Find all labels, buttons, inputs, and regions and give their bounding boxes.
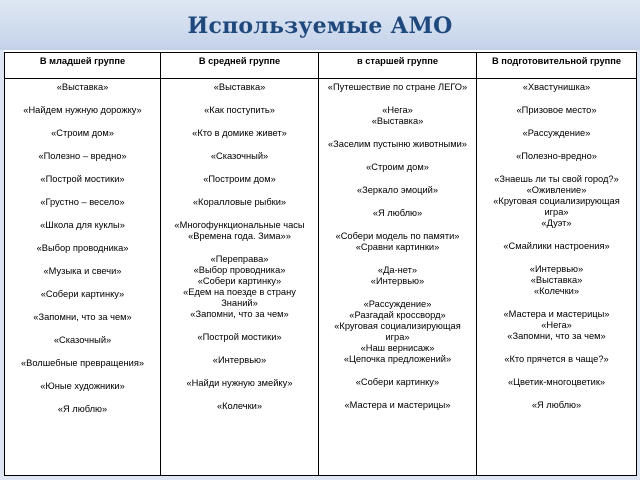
list-item: «Запомни, что за чем» bbox=[190, 309, 289, 319]
list-item: «Нега» bbox=[382, 105, 413, 115]
header-senior-group: в старшей группе bbox=[319, 53, 477, 79]
header-row bbox=[5, 53, 637, 79]
list-item: «Полезно – вредно» bbox=[38, 151, 127, 161]
header-middle-group: В средней группе bbox=[161, 53, 319, 79]
list-item: «Выставка» bbox=[56, 82, 109, 92]
list-item: «Круговая социализирующая игра» bbox=[493, 196, 620, 217]
list-item: «Найдем нужную дорожку» bbox=[23, 105, 142, 115]
list-item: «Строим дом» bbox=[51, 128, 114, 138]
list-item: «Строим дом» bbox=[366, 162, 429, 172]
header-junior-group: В младшей группе bbox=[5, 53, 161, 79]
list-item: «Знаешь ли ты свой город?» bbox=[494, 174, 619, 184]
list-item: «Разгадай кроссворд» bbox=[349, 310, 446, 320]
list-item: «Призовое место» bbox=[516, 105, 597, 115]
column-middle-group bbox=[161, 79, 319, 476]
list-item: «Выбор проводника» bbox=[36, 243, 129, 253]
list-item: «Интервью» bbox=[212, 355, 267, 365]
list-item: «Кто прячется в чаще?» bbox=[504, 354, 609, 364]
list-item: «Колечки» bbox=[533, 286, 580, 296]
list-item: «Музыка и свечи» bbox=[43, 266, 122, 276]
list-item: «Переправа» bbox=[210, 254, 269, 264]
column-junior-group bbox=[5, 79, 161, 476]
list-item: «Выставка» bbox=[213, 82, 266, 92]
list-item: «Коралловые рыбки» bbox=[192, 197, 287, 207]
list-item: «Колечки» bbox=[216, 401, 263, 411]
slide-title: Используемые АМО bbox=[187, 13, 453, 39]
list-item: «Выбор проводника» bbox=[193, 265, 286, 275]
list-item: «Цветик-многоцветик» bbox=[507, 377, 606, 387]
header-preparatory-group: В подготовительной группе bbox=[477, 53, 637, 79]
list-item: «Дуэт» bbox=[541, 218, 572, 228]
list-item: «Собери картинку» bbox=[355, 377, 440, 387]
list-item: «Сказочный» bbox=[53, 335, 112, 345]
list-item: «Построй мостики» bbox=[40, 174, 125, 184]
list-item: «Зеркало эмоций» bbox=[356, 185, 439, 195]
list-item: «Нега» bbox=[541, 320, 572, 330]
list-item: «Я люблю» bbox=[372, 208, 423, 218]
column-preparatory-group bbox=[477, 79, 637, 476]
list-item: «Кто в домике живет» bbox=[192, 128, 287, 138]
list-item: «Да-нет» bbox=[377, 265, 418, 275]
list-item: «Полезно-вредно» bbox=[516, 151, 597, 161]
content-row bbox=[5, 79, 637, 476]
list-item: «Запомни, что за чем» bbox=[33, 312, 132, 322]
list-item: «Как поступить» bbox=[204, 105, 275, 115]
list-item: «Заселим пустыню животными» bbox=[328, 139, 467, 149]
list-item: «Грустно – весело» bbox=[40, 197, 125, 207]
list-item: «Волшебные превращения» bbox=[20, 358, 145, 368]
list-item: «Запомни, что за чем» bbox=[507, 331, 606, 341]
column-senior-group bbox=[319, 79, 477, 476]
list-item: «Оживление» bbox=[526, 185, 587, 195]
list-item: «Путешествие по стране ЛЕГО» bbox=[327, 82, 468, 92]
list-item: «Школа для куклы» bbox=[40, 220, 125, 230]
list-item: «Цепочка предложений» bbox=[343, 354, 452, 364]
amo-table bbox=[4, 52, 637, 476]
list-item: «Многофункциональные часы «Времена года. Зима»» bbox=[174, 220, 305, 241]
list-item: «Построим дом» bbox=[203, 174, 276, 184]
list-item: «Рассуждение» bbox=[522, 128, 591, 138]
list-item: «Сказочный» bbox=[210, 151, 269, 161]
list-item: «Мастера и мастерицы» bbox=[344, 400, 451, 410]
list-item: «Юные художники» bbox=[40, 381, 125, 391]
list-item: «Собери картинку» bbox=[40, 289, 125, 299]
list-item: «Смайлики настроения» bbox=[503, 241, 610, 251]
list-item: «Рассуждение» bbox=[363, 299, 432, 309]
list-item: «Выставка» bbox=[371, 116, 424, 126]
list-item: «Собери модель по памяти» bbox=[335, 231, 460, 241]
list-item: «Интервью» bbox=[370, 276, 425, 286]
list-item: «Я люблю» bbox=[57, 404, 108, 414]
title-bar bbox=[0, 0, 640, 50]
list-item: «Выставка» bbox=[530, 275, 583, 285]
bottom-border-stripe bbox=[0, 476, 640, 480]
list-item: «Круговая социализирующая игра» bbox=[334, 321, 461, 342]
list-item: «Найди нужную змейку» bbox=[186, 378, 293, 388]
list-item: «Я люблю» bbox=[531, 400, 582, 410]
list-item: «Мастера и мастерицы» bbox=[503, 309, 610, 319]
list-item: «Построй мостики» bbox=[197, 332, 282, 342]
list-item: «Сравни картинки» bbox=[355, 242, 440, 252]
list-item: «Едем на поезде в страну Знаний» bbox=[183, 287, 296, 308]
list-item: «Наш вернисаж» bbox=[360, 343, 435, 353]
list-item: «Собери картинку» bbox=[197, 276, 282, 286]
list-item: «Интервью» bbox=[529, 264, 584, 274]
list-item: «Хвастунишка» bbox=[522, 82, 591, 92]
